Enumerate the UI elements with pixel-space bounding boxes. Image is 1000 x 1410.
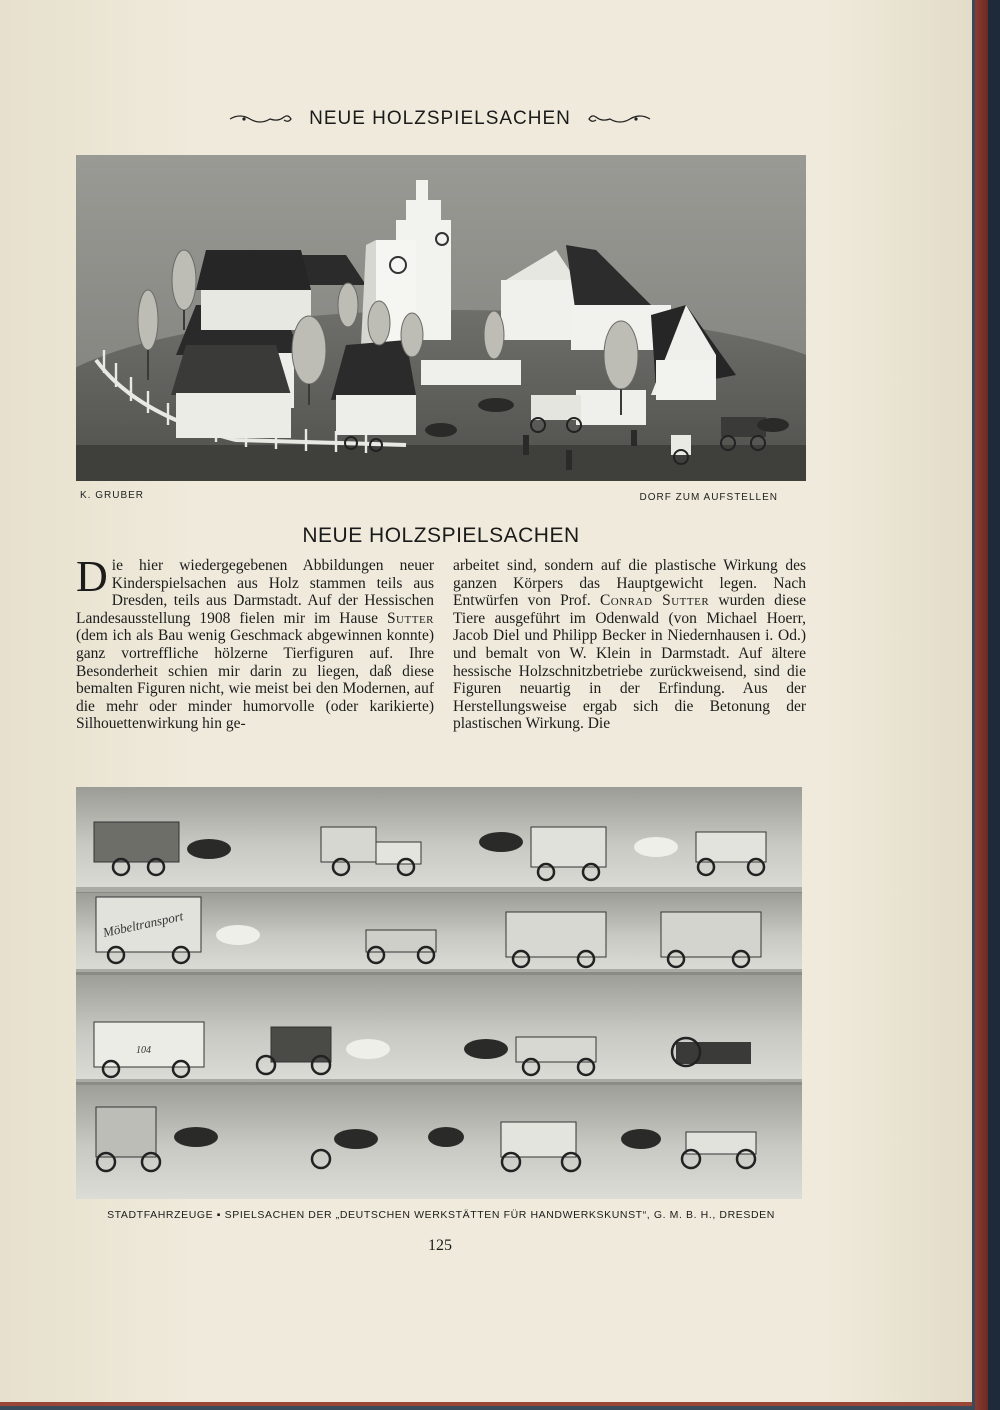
page-number: 125 bbox=[428, 1237, 452, 1254]
photo-credit-caption: K. GRUBER bbox=[80, 490, 145, 501]
wagon-lettering: Möbeltransport bbox=[101, 908, 185, 940]
right-ornament-icon bbox=[586, 112, 652, 126]
drop-cap: D bbox=[76, 552, 108, 601]
vehicles-illustration bbox=[76, 787, 802, 1199]
name-conrad-sutter: Conrad Sutter bbox=[599, 592, 710, 610]
text-column-right bbox=[453, 557, 806, 733]
text-segment: ie hier wiedergegebenen Abbildungen neuer Kinderspielsachen aus Holz stammen teils aus Dresden, teils aus Darmstadt. Auf der Hessischen Landesausstellung 1908 fielen mir im Hause bbox=[76, 557, 434, 627]
text-segment: wurden diese Tiere ausgeführt im Odenwald (von Michael Hoerr, Jacob Diel und Philipp Becker in Niedernhausen i. Od.) und bemalt von W. Klein in Darmstadt. Auf ältere hessische Holzschnitzbetriebe zurückweisend, sind die Figuren neuartig in der Erfindung. Aus der Herstellungsweise ergab sich die Betonung der plastischen Wirkung. Die bbox=[453, 592, 806, 733]
left-ornament-icon bbox=[228, 112, 294, 126]
text-segment: (dem ich als Bau wenig Geschmack abgewinnen konnte) ganz vortreffliche hölzerne Tierfiguren auf. Ihre Besonderheit schien mir darin zu liegen, daß diese bemalten Figuren nicht, wie meist bei den Modernen, auf die mehr oder minder humorvolle (oder karikierte) Silhouettenwirkung hin ge- bbox=[76, 627, 434, 733]
paragraph-left bbox=[76, 552, 434, 733]
vehicles-caption: STADTFAHRZEUGE ▪ SPIELSACHEN DER „DEUTSCHEN WERKSTÄTTEN FÜR HANDWERKSKUNST“, G. M. B. H., DRESDEN bbox=[107, 1209, 775, 1221]
running-head bbox=[0, 108, 880, 130]
text-segment: arbeitet sind, sondern auf die plastische Wirkung des ganzen Körpers das Hauptgewicht legen. Nach Entwürfen von Prof. bbox=[453, 557, 806, 610]
paragraph-right bbox=[453, 557, 806, 733]
running-head-title: NEUE HOLZSPIELSACHEN bbox=[309, 108, 571, 129]
village-illustration bbox=[76, 155, 806, 481]
vehicles-photo bbox=[76, 787, 802, 1199]
tram-number: 104 bbox=[136, 1045, 151, 1056]
text-column-left bbox=[76, 552, 434, 733]
village-photo bbox=[76, 155, 806, 481]
photo-title-caption: DORF ZUM AUFSTELLEN bbox=[639, 492, 778, 503]
article-title: NEUE HOLZSPIELSACHEN bbox=[302, 524, 580, 547]
name-sutter: Sutter bbox=[386, 609, 434, 627]
